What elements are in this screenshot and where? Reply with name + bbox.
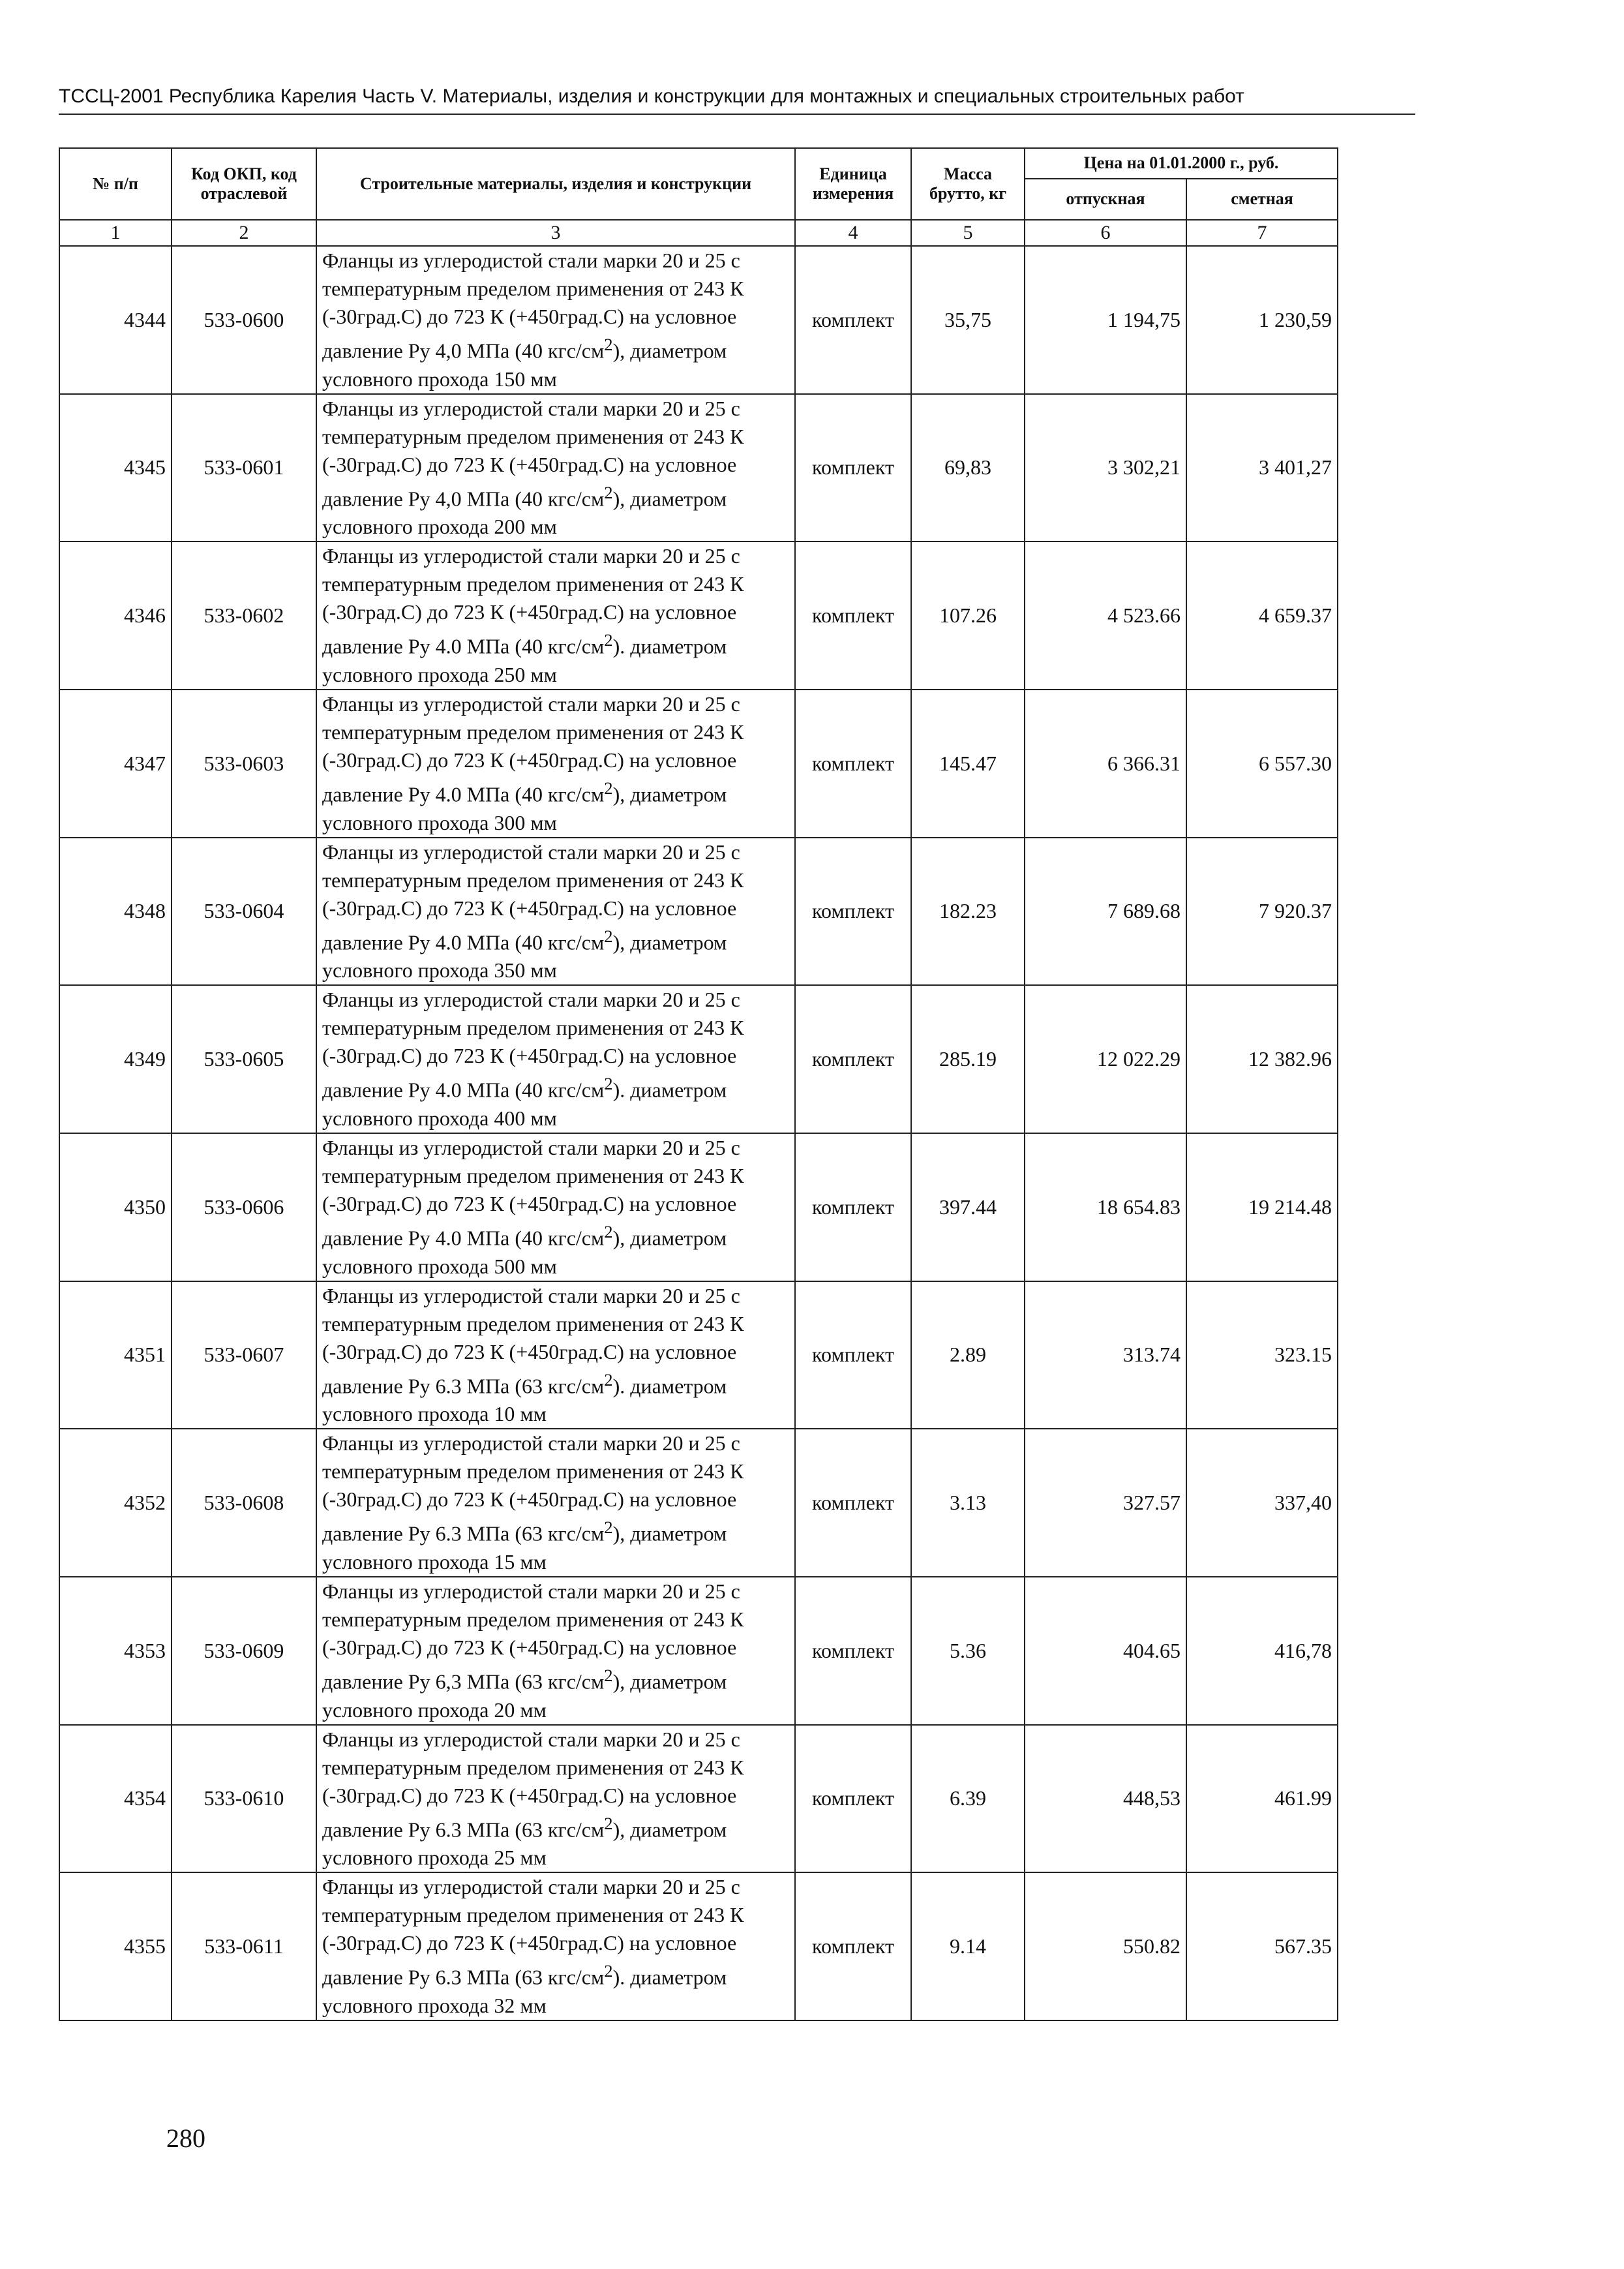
row-unit: комплект [795,1133,911,1281]
row-code: 533-0602 [172,541,316,690]
row-number: 4344 [59,246,172,394]
row-price-release: 1 194,75 [1025,246,1186,394]
description-main: Фланцы из углеродистой стали марки 20 и 25 с температурным пределом применения от 243 К (-30град.С) до 723 К (+450град.С) на условное давление Ру 6,3 МПа (63 кгс/см [322,1579,744,1694]
table-row [59,1872,1338,2020]
row-price-estimate: 4 659.37 [1186,541,1338,690]
row-number: 4355 [59,1872,172,2020]
table-row [59,541,1338,690]
row-price-release: 448,53 [1025,1725,1186,1873]
row-mass: 182.23 [911,838,1025,986]
header-price-group: Цена на 01.01.2000 г., руб. [1025,148,1338,179]
row-number: 4346 [59,541,172,690]
header-price-release: отпускная [1025,179,1186,220]
row-mass: 9.14 [911,1872,1025,2020]
header-mass: Масса брутто, кг [911,148,1025,220]
row-price-release: 6 366.31 [1025,690,1186,838]
description-tail: ), диаметром условного прохода 200 мм [322,487,727,539]
row-price-estimate: 3 401,27 [1186,394,1338,542]
column-number: 1 [59,220,172,246]
table-row [59,985,1338,1133]
description-tail: ), диаметром условного прохода 25 мм [322,1818,727,1870]
row-price-release: 12 022.29 [1025,985,1186,1133]
row-code: 533-0604 [172,838,316,986]
row-unit: комплект [795,1577,911,1725]
column-number: 5 [911,220,1025,246]
row-description: Фланцы из углеродистой стали марки 20 и 25 с температурным пределом применения от 243 К (-30град.С) до 723 К (+450град.С) на условное давление Ру 6.3 МПа (63 кгс/$см^2$), диаметром условного прохода 15 мм [316,1429,795,1577]
table-row [59,1133,1338,1281]
row-unit: комплект [795,838,911,986]
description-main: Фланцы из углеродистой стали марки 20 и 25 с температурным пределом применения от 243 К (-30град.С) до 723 К (+450град.С) на условное давление Ру 6.3 МПа (63 кгс/см [322,1431,744,1546]
table-row [59,1429,1338,1577]
row-number: 4348 [59,838,172,986]
row-price-estimate: 12 382.96 [1186,985,1338,1133]
description-tail: ), диаметром условного прохода 300 мм [322,782,727,834]
description-main: Фланцы из углеродистой стали марки 20 и 25 с температурным пределом применения от 243 К (-30град.С) до 723 К (+450град.С) на условное давление Ру 4.0 МПа (40 кгс/см [322,692,744,806]
row-price-release: 4 523.66 [1025,541,1186,690]
row-price-release: 327.57 [1025,1429,1186,1577]
row-description: Фланцы из углеродистой стали марки 20 и 25 с температурным пределом применения от 243 К (-30град.С) до 723 К (+450град.С) на условное давление Ру 4.0 МПа (40 кгс/$см^2$), диаметром условного прохода 500 мм [316,1133,795,1281]
row-price-estimate: 461.99 [1186,1725,1338,1873]
row-price-release: 313.74 [1025,1281,1186,1429]
row-mass: 145.47 [911,690,1025,838]
row-price-estimate: 416,78 [1186,1577,1338,1725]
description-main: Фланцы из углеродистой стали марки 20 и 25 с температурным пределом применения от 243 К (-30град.С) до 723 К (+450град.С) на условное давление Ру 6.3 МПа (63 кгс/см [322,1283,744,1398]
row-price-release: 550.82 [1025,1872,1186,2020]
row-number: 4350 [59,1133,172,1281]
row-unit: комплект [795,1281,911,1429]
row-price-estimate: 7 920.37 [1186,838,1338,986]
row-description: Фланцы из углеродистой стали марки 20 и 25 с температурным пределом применения от 243 К (-30град.С) до 723 К (+450град.С) на условное давление Ру 6.3 МПа (63 кгс/$см^2$), диаметром условного прохода 25 мм [316,1725,795,1873]
row-unit: комплект [795,1872,911,2020]
row-number: 4354 [59,1725,172,1873]
row-code: 533-0601 [172,394,316,542]
table-row [59,690,1338,838]
row-description: Фланцы из углеродистой стали марки 20 и 25 с температурным пределом применения от 243 К (-30град.С) до 723 К (+450град.С) на условное давление Ру 4.0 МПа (40 кгс/$см^2$). диаметром условного прохода 250 мм [316,541,795,690]
row-unit: комплект [795,690,911,838]
description-tail: ). диаметром условного прохода 32 мм [322,1965,727,2017]
header-no: № п/п [59,148,172,220]
description-tail: ), диаметром условного прохода 350 мм [322,930,727,982]
row-number: 4353 [59,1577,172,1725]
row-mass: 107.26 [911,541,1025,690]
running-header: ТССЦ-2001 Республика Карелия Часть V. Материалы, изделия и конструкции для монтажных и специальных строительных работ [59,84,1415,115]
row-mass: 69,83 [911,394,1025,542]
row-price-release: 18 654.83 [1025,1133,1186,1281]
row-code: 533-0610 [172,1725,316,1873]
description-main: Фланцы из углеродистой стали марки 20 и 25 с температурным пределом применения от 243 К (-30град.С) до 723 К (+450град.С) на условное давление Ру 4.0 МПа (40 кгс/см [322,840,744,954]
column-number: 3 [316,220,795,246]
row-price-estimate: 567.35 [1186,1872,1338,2020]
row-code: 533-0603 [172,690,316,838]
table-row [59,1725,1338,1873]
row-price-estimate: 6 557.30 [1186,690,1338,838]
table-row [59,394,1338,542]
table-row [59,838,1338,986]
row-description: Фланцы из углеродистой стали марки 20 и 25 с температурным пределом применения от 243 К (-30град.С) до 723 К (+450град.С) на условное давление Ру 6,3 МПа (63 кгс/$см^2$), диаметром условного прохода 20 мм [316,1577,795,1725]
description-tail: ), диаметром условного прохода 15 мм [322,1521,727,1574]
row-mass: 397.44 [911,1133,1025,1281]
row-description: Фланцы из углеродистой стали марки 20 и 25 с температурным пределом применения от 243 К (-30град.С) до 723 К (+450град.С) на условное давление Ру 4.0 МПа (40 кгс/$см^2$), диаметром условного прохода 350 мм [316,838,795,986]
header-row [59,148,1338,179]
row-mass: 5.36 [911,1577,1025,1725]
description-tail: ), диаметром условного прохода 500 мм [322,1226,727,1278]
column-number: 2 [172,220,316,246]
row-mass: 3.13 [911,1429,1025,1577]
row-unit: комплект [795,394,911,542]
row-code: 533-0609 [172,1577,316,1725]
row-description: Фланцы из углеродистой стали марки 20 и 25 с температурным пределом применения от 243 К (-30град.С) до 723 К (+450град.С) на условное давление Ру 6.3 МПа (63 кгс/$см^2$). диаметром условного прохода 10 мм [316,1281,795,1429]
description-tail: ). диаметром условного прохода 250 мм [322,634,727,686]
row-number: 4345 [59,394,172,542]
row-price-release: 3 302,21 [1025,394,1186,542]
description-tail: ). диаметром условного прохода 10 мм [322,1374,727,1426]
row-mass: 285.19 [911,985,1025,1133]
description-tail: ), диаметром условного прохода 150 мм [322,339,727,391]
description-main: Фланцы из углеродистой стали марки 20 и 25 с температурным пределом применения от 243 К (-30град.С) до 723 К (+450град.С) на условное давление Ру 6.3 МПа (63 кгс/см [322,1727,744,1842]
description-main: Фланцы из углеродистой стали марки 20 и 25 с температурным пределом применения от 243 К (-30град.С) до 723 К (+450град.С) на условное давление Ру 4,0 МПа (40 кгс/см [322,249,744,363]
row-unit: комплект [795,1725,911,1873]
column-number: 6 [1025,220,1186,246]
page-number: 280 [166,2124,205,2153]
row-price-release: 404.65 [1025,1577,1186,1725]
row-unit: комплект [795,246,911,394]
row-unit: комплект [795,541,911,690]
row-unit: комплект [795,985,911,1133]
row-number: 4349 [59,985,172,1133]
description-tail: ), диаметром условного прохода 20 мм [322,1669,727,1722]
row-description: Фланцы из углеродистой стали марки 20 и 25 с температурным пределом применения от 243 К (-30град.С) до 723 К (+450град.С) на условное давление Ру 4,0 МПа (40 кгс/$см^2$), диаметром условного прохода 150 мм [316,246,795,394]
row-mass: 2.89 [911,1281,1025,1429]
row-mass: 6.39 [911,1725,1025,1873]
description-main: Фланцы из углеродистой стали марки 20 и 25 с температурным пределом применения от 243 К (-30град.С) до 723 К (+450град.С) на условное давление Ру 4.0 МПа (40 кгс/см [322,988,744,1102]
row-mass: 35,75 [911,246,1025,394]
row-price-estimate: 1 230,59 [1186,246,1338,394]
column-number: 7 [1186,220,1338,246]
table-row [59,1577,1338,1725]
header-unit: Единица измерения [795,148,911,220]
description-main: Фланцы из углеродистой стали марки 20 и 25 с температурным пределом применения от 243 К (-30град.С) до 723 К (+450град.С) на условное давление Ру 6.3 МПа (63 кгс/см [322,1875,744,1989]
row-description: Фланцы из углеродистой стали марки 20 и 25 с температурным пределом применения от 243 К (-30град.С) до 723 К (+450град.С) на условное давление Ру 4,0 МПа (40 кгс/$см^2$), диаметром условного прохода 200 мм [316,394,795,542]
column-number: 4 [795,220,911,246]
table-row [59,246,1338,394]
table-row [59,1281,1338,1429]
description-main: Фланцы из углеродистой стали марки 20 и 25 с температурным пределом применения от 243 К (-30град.С) до 723 К (+450град.С) на условное давление Ру 4.0 МПа (40 кгс/см [322,1135,744,1250]
row-unit: комплект [795,1429,911,1577]
row-code: 533-0611 [172,1872,316,2020]
row-code: 533-0608 [172,1429,316,1577]
row-price-estimate: 323.15 [1186,1281,1338,1429]
row-code: 533-0600 [172,246,316,394]
header-price-estimate: сметная [1186,179,1338,220]
row-number: 4351 [59,1281,172,1429]
description-tail: ). диаметром условного прохода 400 мм [322,1078,727,1130]
header-code: Код ОКП, код отраслевой [172,148,316,220]
row-price-estimate: 337,40 [1186,1429,1338,1577]
row-code: 533-0606 [172,1133,316,1281]
row-number: 4352 [59,1429,172,1577]
row-code: 533-0607 [172,1281,316,1429]
header-name: Строительные материалы, изделия и конструкции [316,148,795,220]
column-number-row [59,220,1338,246]
row-price-estimate: 19 214.48 [1186,1133,1338,1281]
price-table [59,147,1338,2021]
row-description: Фланцы из углеродистой стали марки 20 и 25 с температурным пределом применения от 243 К (-30град.С) до 723 К (+450град.С) на условное давление Ру 6.3 МПа (63 кгс/$см^2$). диаметром условного прохода 32 мм [316,1872,795,2020]
description-main: Фланцы из углеродистой стали марки 20 и 25 с температурным пределом применения от 243 К (-30град.С) до 723 К (+450град.С) на условное давление Ру 4,0 МПа (40 кгс/см [322,396,744,511]
row-description: Фланцы из углеродистой стали марки 20 и 25 с температурным пределом применения от 243 К (-30град.С) до 723 К (+450град.С) на условное давление Ру 4.0 МПа (40 кгс/$см^2$), диаметром условного прохода 300 мм [316,690,795,838]
description-main: Фланцы из углеродистой стали марки 20 и 25 с температурным пределом применения от 243 К (-30град.С) до 723 К (+450град.С) на условное давление Ру 4.0 МПа (40 кгс/см [322,544,744,658]
row-code: 533-0605 [172,985,316,1133]
row-number: 4347 [59,690,172,838]
row-description: Фланцы из углеродистой стали марки 20 и 25 с температурным пределом применения от 243 К (-30град.С) до 723 К (+450град.С) на условное давление Ру 4.0 МПа (40 кгс/$см^2$). диаметром условного прохода 400 мм [316,985,795,1133]
row-price-release: 7 689.68 [1025,838,1186,986]
